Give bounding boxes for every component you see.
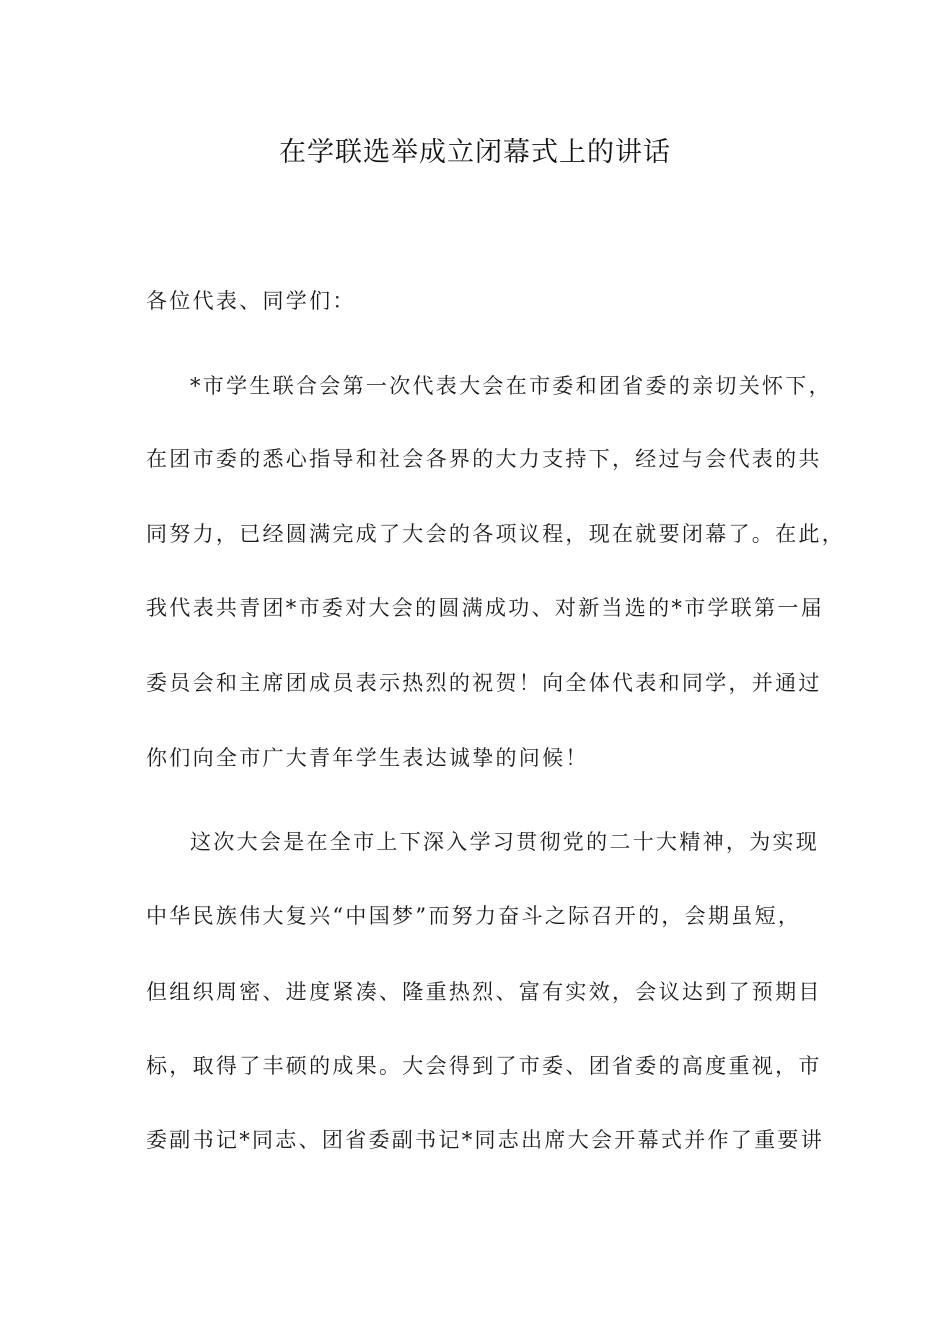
paragraph-1-line-1: *市学生联合会第一次代表大会在市委和团省委的亲切关怀下， [190,374,832,398]
paragraph-2-line-3: 但组织周密、进度紧凑、隆重热烈、富有实效，会议达到了预期目 [146,980,822,1004]
paragraph-1-line-6: 你们向全市广大青年学生表达诚挚的问候！ [146,746,589,770]
paragraph-1-line-3: 同努力，已经圆满完成了大会的各项议程，现在就要闭幕了。在此， [146,522,845,546]
paragraph-2-line-2: 中华民族伟大复兴“中国梦”而努力奋斗之际召开的，会期虽短， [146,904,802,928]
paragraph-2-line-4: 标，取得了丰硕的成果。大会得到了市委、团省委的高度重视，市 [146,1054,822,1078]
paragraph-1-line-5: 委员会和主席团成员表示热烈的祝贺！向全体代表和同学，并通过 [146,671,822,695]
paragraph-2-line-5: 委副书记*同志、团省委副书记*同志出席大会开幕式并作了重要讲 [146,1128,824,1152]
salutation: 各位代表、同学们： [146,289,356,313]
document-title: 在学联选举成立闭幕式上的讲话 [279,137,671,168]
paragraph-2-line-1: 这次大会是在全市上下深入学习贯彻党的二十大精神，为实现 [190,830,820,854]
paragraph-1-line-2: 在团市委的悉心指导和社会各界的大力支持下，经过与会代表的共 [146,447,822,471]
paragraph-1-line-4: 我代表共青团*市委对大会的圆满成功、对新当选的*市学联第一届 [146,596,824,620]
